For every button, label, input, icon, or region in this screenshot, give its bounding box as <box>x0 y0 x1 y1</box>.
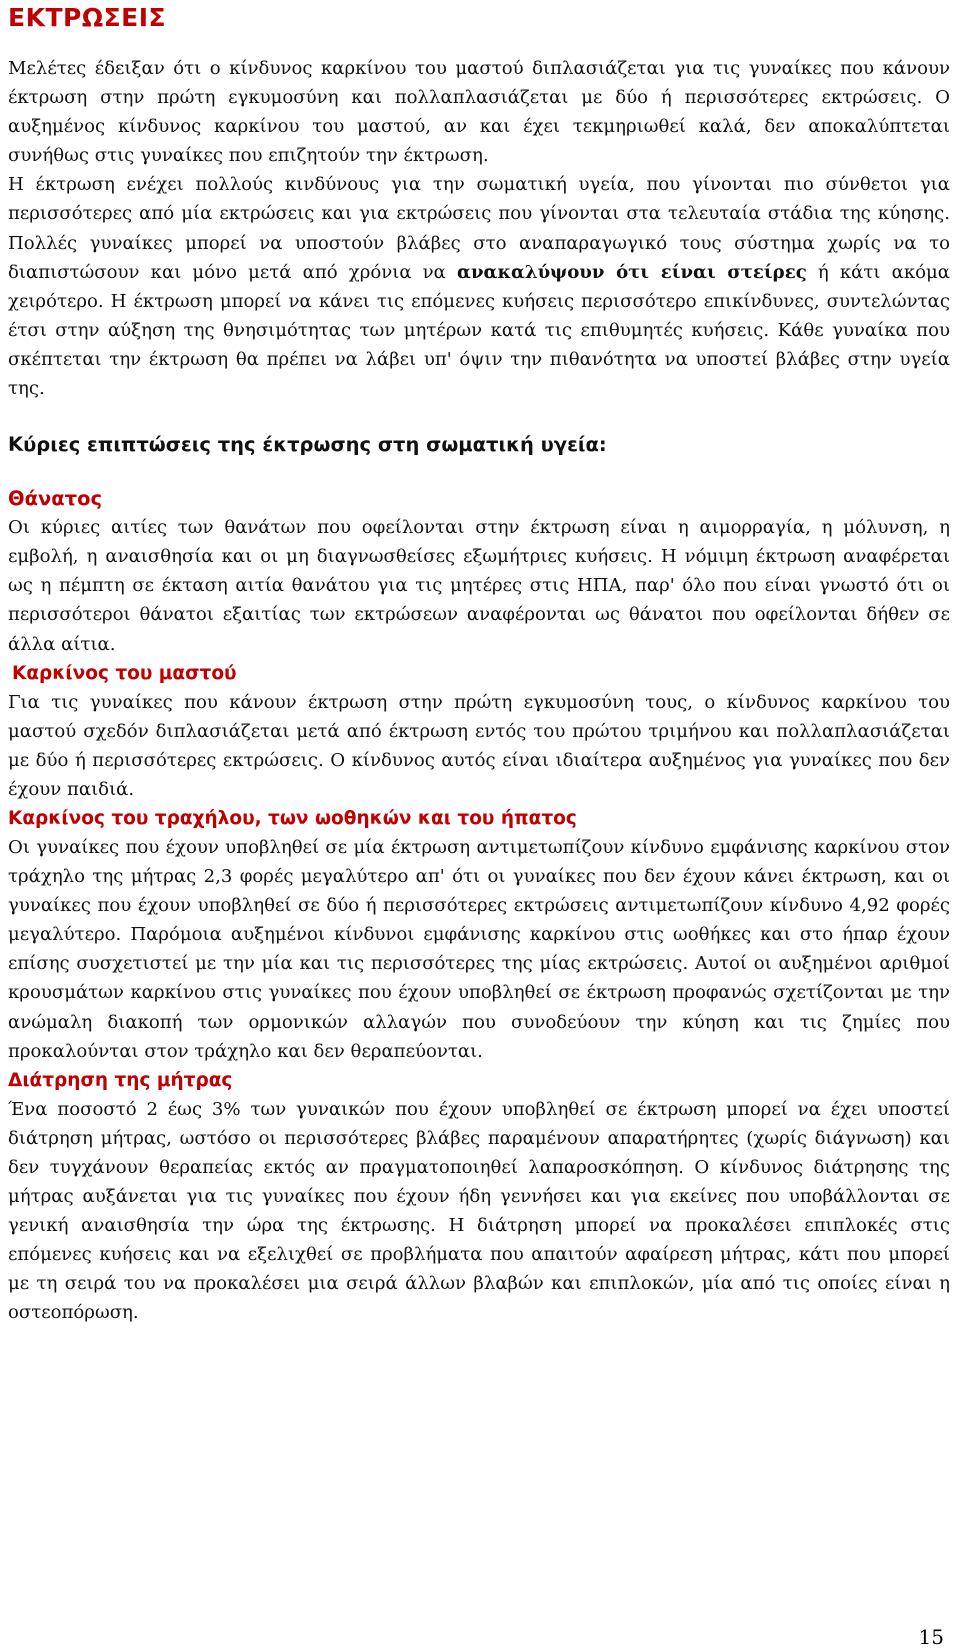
paragraph-uterine-perforation: Ένα ποσοστό 2 έως 3% των γυναικών που έχουν υποβληθεί σε έκτρωση μπορεί να έχει υποστεί διάτρηση μήτρας, ωστόσο οι περισσότερες βλάβες παραμένουν απαρατήρητες (χωρίς διάγνωση) και δεν τυγχάνουν θεραπείας εκτός αν πραγματοποιηθεί λαπαροσκόπηση. Ο κίνδυνος διάτρησης της μήτρας αυξάνεται για τις γυναίκες που έχουν ήδη γεννήσει και για εκείνες που υποβάλλονται σε γενική αναισθησία την ώρα της έκτρωσης. Η διάτρηση μπορεί να προκαλέσει επιπλοκές στις επόμενες κυήσεις και να εξελιχθεί σε προβλήματα που απαιτούν αφαίρεση μήτρας, κάτι που μπορεί με τη σειρά του να προκαλέσει μια σειρά άλλων βλαβών και επιπλοκών, μία από τις οποίες είναι η οστεοπόρωση. <box>8 1098 950 1324</box>
intro-text-1: Μελέτες έδειξαν ότι ο κίνδυνος καρκίνου του μαστού διπλασιάζεται για τις γυναίκες που κάνουν έκτρωση στην πρώτη εγκυμοσύνη και πολλαπλασιάζεται με δύο ή περισσότερες εκτρώσεις. Ο αυξημένος κίνδυνος καρκίνου του μαστού, αν και έχει τεκμηριωθεί καλά, δεν αποκαλύπτεται συνήθως στις γυναίκες που επιζητούν την έκτρωση. <box>8 58 950 167</box>
intro-text-2: Η έκτρωση ενέχει πολλούς κινδύνους για την σωματική υγεία, που γίνονται πιο σύνθετοι για περισσότερες από μία εκτρώσεις και για εκτρώσεις που γίνονται στα τελευταία στάδια της κύησης. Πολλές γυναίκες μπορεί να υποστούν βλάβες στο αναπαραγωγικό τους σύστημα χωρίς να το διαπιστώσουν και μόνο μετά από χρόνια να <box>8 174 950 283</box>
page-number: 15 <box>918 1625 944 1649</box>
intro-text-3: ή κάτι ακόμα χειρότερο. Η έκτρωση μπορεί να κάνει τις επόμενες κυήσεις περισσότερο επικίνδυνες, συντελώντας έτσι στην αύξηση της θνησιμότητας των μητέρων κατά τις επιθυμητές κυήσεις. Κάθε γυναίκα που σκέπτεται την έκτρωση θα πρέπει να λάβει υπ' όψιν την πιθανότητα να υποστεί βλάβες στην υγεία της. <box>8 261 951 400</box>
subheading-cervical-cancer: Καρκίνος του τραχήλου, των ωοθηκών και του ήπατος <box>8 807 577 829</box>
subheading-breast-cancer: Καρκίνος του μαστού <box>12 662 237 684</box>
document-title: ΕΚΤΡΩΣΕΙΣ <box>8 3 167 32</box>
intro-paragraph <box>8 54 950 403</box>
subheading-death: Θάνατος <box>8 487 103 511</box>
paragraph-breast-cancer: Για τις γυναίκες που κάνουν έκτρωση στην πρώτη εγκυμοσύνη τους, ο κίνδυνος καρκίνου του μαστού σχεδόν διπλασιάζεται μετά από έκτρωση εντός του πρώτου τριμήνου και πολλαπλασιάζεται με δύο ή περισσότερες εκτρώσεις. Ο κίνδυνος αυτός είναι ιδιαίτερα αυξημένος για γυναίκες που δεν έχουν παιδιά. <box>8 691 950 800</box>
paragraph-death: Οι κύριες αιτίες των θανάτων που οφείλονται στην έκτρωση είναι η αιμορραγία, η μόλυνση, η εμβολή, η αναισθησία και οι μη διαγνωσθείσες εξωμήτριες κυήσεις. Η νόμιμη έκτρωση αναφέρεται ως η πέμπτη σε έκταση αιτία θανάτου για τις μητέρες στις ΗΠΑ, παρ' όλο που είναι γνωστό ότι οι περισσότεροι θάνατοι εξαιτίας των εκτρώσεων αναφέρονται ως θάνατοι που οφείλονται δήθεν σε άλλα αίτια. <box>8 517 950 655</box>
paragraph-cervical-cancer: Οι γυναίκες που έχουν υποβληθεί σε μία έκτρωση αντιμετωπίζουν κίνδυνο εμφάνισης καρκίνου στον τράχηλο της μήτρας 2,3 φορές μεγαλύτερο απ' ότι οι γυναίκες που δεν έχουν κάνει έκτρωση, και οι γυναίκες που έχουν υποβληθεί σε δύο ή περισσότερες εκτρώσεις αντιμετωπίζουν κίνδυνο 4,92 φορές μεγαλύτερο. Παρόμοια αυξημένοι κίνδυνοι εμφάνισης καρκίνου στις ωοθήκες και στο ήπαρ έχουν επίσης συσχετιστεί με την μία και τις περισσότερες της μίας εκτρώσεις. Αυτοί οι αυξημένοι αριθμοί κρουσμάτων καρκίνου στις γυναίκες που έχουν υποβληθεί σε έκτρωση προφανώς σχετίζονται με την ανώμαλη διακοπή των ορμονικών αλλαγών που συνοδεύουν την κύηση και τις ζημίες που προκαλούνται στον τράχηλο και δεν θεραπεύονται. <box>8 836 950 1062</box>
intro-bold-phrase: ανακαλύψουν ότι είναι στείρες <box>457 261 807 283</box>
subheading-uterine-perforation: Διάτρηση της μήτρας <box>8 1069 233 1091</box>
section-heading: Κύριες επιπτώσεις της έκτρωσης στη σωματική υγεία: <box>8 433 607 457</box>
